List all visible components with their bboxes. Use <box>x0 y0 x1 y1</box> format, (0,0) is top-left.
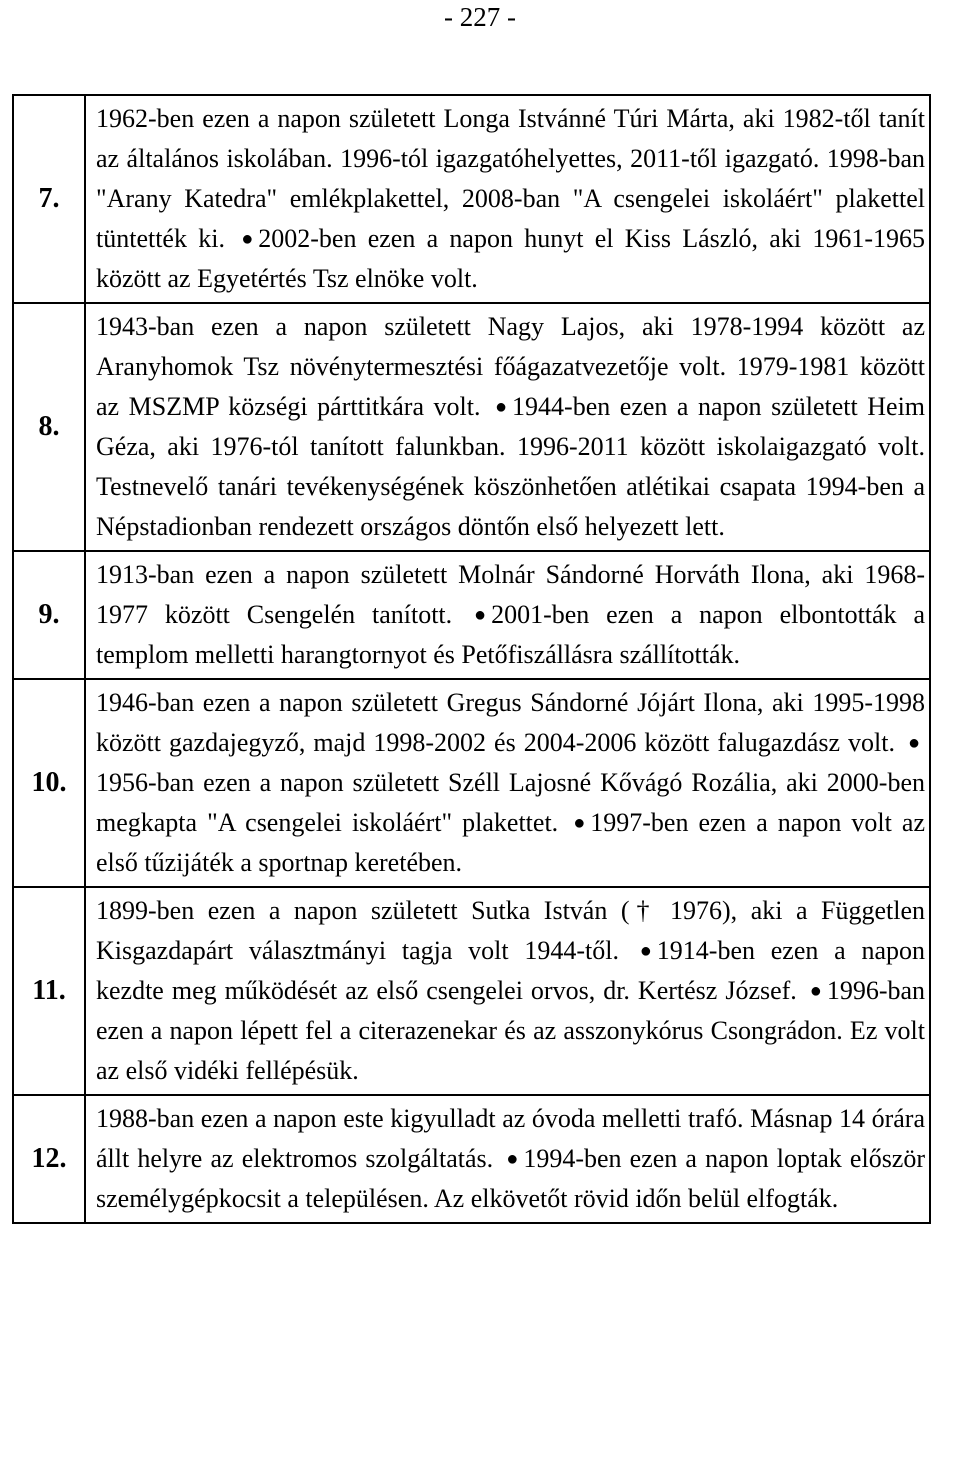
bullet-icon: ● <box>474 604 487 626</box>
day-number: 12. <box>13 1095 85 1223</box>
day-number: 8. <box>13 303 85 551</box>
day-number: 10. <box>13 679 85 887</box>
bullet-icon: ● <box>809 980 822 1002</box>
bullet-icon: ● <box>495 396 508 418</box>
entry-item: 2001-ben ezen a napon elbontották a templom melletti harangtornyot és Petőfiszállásra szállították. <box>96 600 926 669</box>
entry-item: 2002-ben ezen a napon hunyt el Kiss László, aki 1961-1965 között az Egyetértés Tsz elnöke volt. <box>96 224 926 293</box>
day-number: 7. <box>13 95 85 303</box>
entry-text <box>85 887 930 1095</box>
table-row <box>13 887 930 1095</box>
entry-item: 1956-ban ezen a napon született Széll Lajosné Kővágó Rozália, aki 2000-ben megkapta "A csengelei iskoláért" plakettet. <box>96 768 925 837</box>
bullet-icon: ● <box>907 732 921 754</box>
entry-item: 1913-ban ezen a napon született Molnár Sándorné Horváth Ilona, aki 1968-1977 között Csengelén tanított. <box>96 560 925 629</box>
table-row <box>13 1095 930 1223</box>
table-row <box>13 95 930 303</box>
entry-item: 1899-ben ezen a napon született Sutka István († 1976), aki a Független Kisgazdapárt választmányi tagja volt 1944-től. <box>96 896 925 965</box>
table-row <box>13 551 930 679</box>
entry-text <box>85 95 930 303</box>
entry-text <box>85 303 930 551</box>
table-row <box>13 303 930 551</box>
entry-text <box>85 1095 930 1223</box>
entry-item: 1996-ban ezen a napon lépett fel a citerazenekar és az asszonykórus Csongrádon. Ez volt az első vidéki fellépésük. <box>96 976 926 1085</box>
page-number: - 227 - <box>444 2 516 32</box>
day-number: 11. <box>13 887 85 1095</box>
entry-text <box>85 679 930 887</box>
entry-item: 1946-ban ezen a napon született Gregus Sándorné Jójárt Ilona, aki 1995-1998 között gazdajegyző, majd 1998-2002 és 2004-2006 között falugazdász volt. <box>96 688 925 757</box>
bullet-icon: ● <box>573 812 586 834</box>
bullet-icon: ● <box>241 228 254 250</box>
entry-item: 1914-ben ezen a napon kezdte meg működését az első csengelei orvos, dr. Kertész József. <box>96 936 925 1005</box>
entry-item: 1962-ben ezen a napon született Longa Istvánné Túri Márta, aki 1982-től tanít az általános iskolában. 1996-tól igazgatóhelyettes, 2011-től igazgató. 1998-ban "Arany Katedra" emlékplakettel, 2008-ban "A csengelei iskoláért" plakettel tüntették ki. <box>96 104 925 253</box>
entry-item: 1994-ben ezen a napon loptak először személygépkocsit a településen. Az elkövetőt rövid időn belül elfogták. <box>96 1144 926 1213</box>
bullet-icon: ● <box>506 1148 519 1170</box>
entry-item: 1988-ban ezen a napon este kigyulladt az óvoda melletti trafó. Másnap 14 órára állt helyre az elektromos szolgáltatás. <box>96 1104 925 1173</box>
entry-item: 1997-ben ezen a napon volt az első tűzijáték a sportnap keretében. <box>96 808 926 877</box>
entry-text <box>85 551 930 679</box>
table-row <box>13 679 930 887</box>
entry-item: 1943-ban ezen a napon született Nagy Lajos, aki 1978-1994 között az Aranyhomok Tsz növénytermesztési főágazatvezetője volt. 1979-1981 között az MSZMP községi párttitkára volt. <box>96 312 925 421</box>
bullet-icon: ● <box>639 940 652 962</box>
entry-item: 1944-ben ezen a napon született Heim Géza, aki 1976-tól tanított falunkban. 1996-2011 között iskolaigazgató volt. Testnevelő tanári tevékenységének köszönhetően atlétikai csapata 1994-ben a Népstadionban rendezett országos döntőn első helyezett lett. <box>96 392 926 541</box>
calendar-table <box>12 94 931 1224</box>
day-number: 9. <box>13 551 85 679</box>
